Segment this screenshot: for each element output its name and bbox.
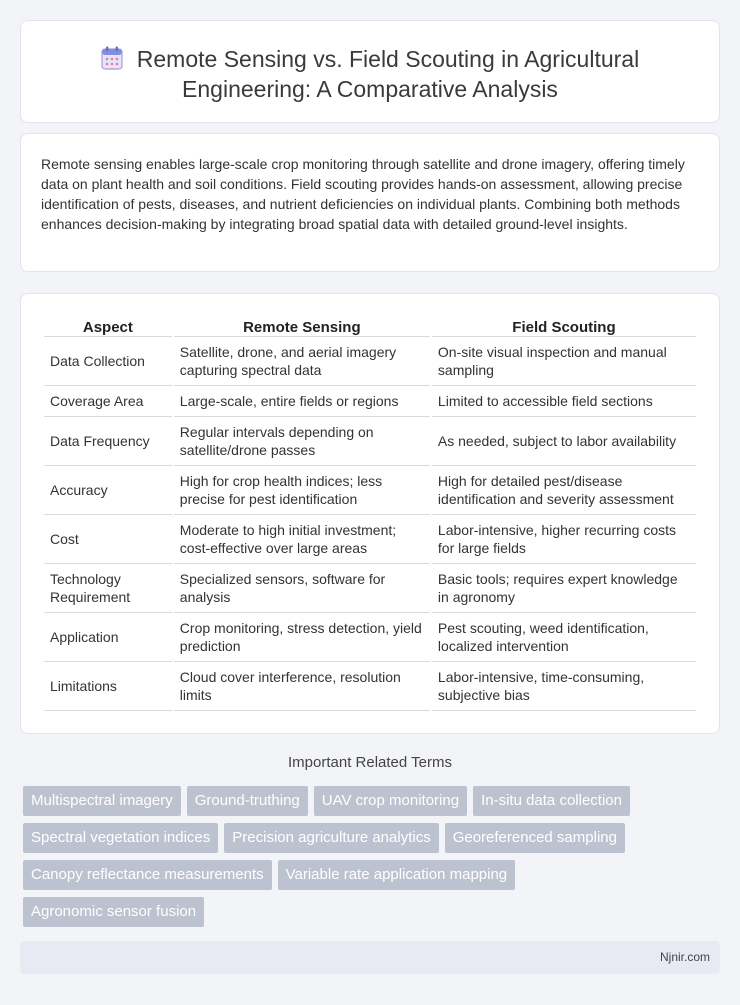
row-aspect: Accuracy	[44, 466, 172, 515]
row-field-scouting: Basic tools; requires expert knowledge in agronomy	[432, 564, 696, 613]
row-remote-sensing: Large-scale, entire fields or regions	[174, 386, 430, 417]
row-field-scouting: Labor-intensive, higher recurring costs for large fields	[432, 515, 696, 564]
related-terms-list	[23, 786, 723, 934]
row-aspect: Coverage Area	[44, 386, 172, 417]
table-row	[44, 515, 696, 564]
related-term-tag[interactable]: Ground-truthing	[187, 786, 308, 816]
related-term-tag[interactable]: Multispectral imagery	[23, 786, 181, 816]
related-terms-title: Important Related Terms	[288, 754, 452, 771]
table-row	[44, 337, 696, 386]
row-remote-sensing: Regular intervals depending on satellite/drone passes	[174, 417, 430, 466]
row-field-scouting: Labor-intensive, time-consuming, subjective bias	[432, 662, 696, 711]
intro-paragraph: Remote sensing enables large-scale crop monitoring through satellite and drone imagery, offering timely data on plant health and soil conditions. Field scouting provides hands-on assessment, allowing precise identification of pests, diseases, and nutrient deficiencies on individual plants. Combining both methods enhances decision-making by integrating broad spatial data with detailed ground-level insights.	[41, 156, 685, 232]
related-term-tag[interactable]: Precision agriculture analytics	[224, 823, 438, 853]
row-aspect: Data Frequency	[44, 417, 172, 466]
row-field-scouting: Pest scouting, weed identification, localized intervention	[432, 613, 696, 662]
related-term-tag[interactable]: Georeferenced sampling	[445, 823, 625, 853]
row-field-scouting: On-site visual inspection and manual sampling	[432, 337, 696, 386]
table-row	[44, 662, 696, 711]
row-remote-sensing: Moderate to high initial investment; cost-effective over large areas	[174, 515, 430, 564]
header-aspect: Aspect	[44, 318, 172, 337]
related-term-tag[interactable]: In-situ data collection	[473, 786, 630, 816]
table-row	[44, 466, 696, 515]
related-term-tag[interactable]: Spectral vegetation indices	[23, 823, 218, 853]
row-aspect: Application	[44, 613, 172, 662]
table-row	[44, 613, 696, 662]
row-aspect: Cost	[44, 515, 172, 564]
page-title	[21, 44, 719, 104]
row-remote-sensing: Satellite, drone, and aerial imagery capturing spectral data	[174, 337, 430, 386]
header-field-scouting: Field Scouting	[432, 318, 696, 337]
title-line-2: Engineering: A Comparative Analysis	[182, 76, 558, 102]
row-aspect: Data Collection	[44, 337, 172, 386]
intro-card	[20, 133, 720, 272]
calendar-icon	[101, 46, 123, 70]
footer-site-link[interactable]: Njnir.com	[659, 950, 710, 964]
row-remote-sensing: Crop monitoring, stress detection, yield prediction	[174, 613, 430, 662]
comparison-table	[42, 318, 698, 711]
row-field-scouting: As needed, subject to labor availability	[432, 417, 696, 466]
related-term-tag[interactable]: Agronomic sensor fusion	[23, 897, 204, 927]
row-aspect: Technology Requirement	[44, 564, 172, 613]
comparison-card	[20, 293, 720, 734]
footer	[20, 941, 720, 974]
row-remote-sensing: Cloud cover interference, resolution limits	[174, 662, 430, 711]
title-line-1: Remote Sensing vs. Field Scouting in Agricultural	[136, 46, 640, 72]
related-term-tag[interactable]: Variable rate application mapping	[278, 860, 516, 890]
header-remote-sensing: Remote Sensing	[174, 318, 430, 337]
title-card	[20, 20, 720, 123]
row-aspect: Limitations	[44, 662, 172, 711]
related-term-tag[interactable]: Canopy reflectance measurements	[23, 860, 272, 890]
related-term-tag[interactable]: UAV crop monitoring	[314, 786, 467, 816]
table-row	[44, 386, 696, 417]
table-row	[44, 564, 696, 613]
row-remote-sensing: High for crop health indices; less precise for pest identification	[174, 466, 430, 515]
row-field-scouting: High for detailed pest/disease identification and severity assessment	[432, 466, 696, 515]
table-header-row	[44, 318, 696, 337]
table-row	[44, 417, 696, 466]
row-field-scouting: Limited to accessible field sections	[432, 386, 696, 417]
row-remote-sensing: Specialized sensors, software for analysis	[174, 564, 430, 613]
